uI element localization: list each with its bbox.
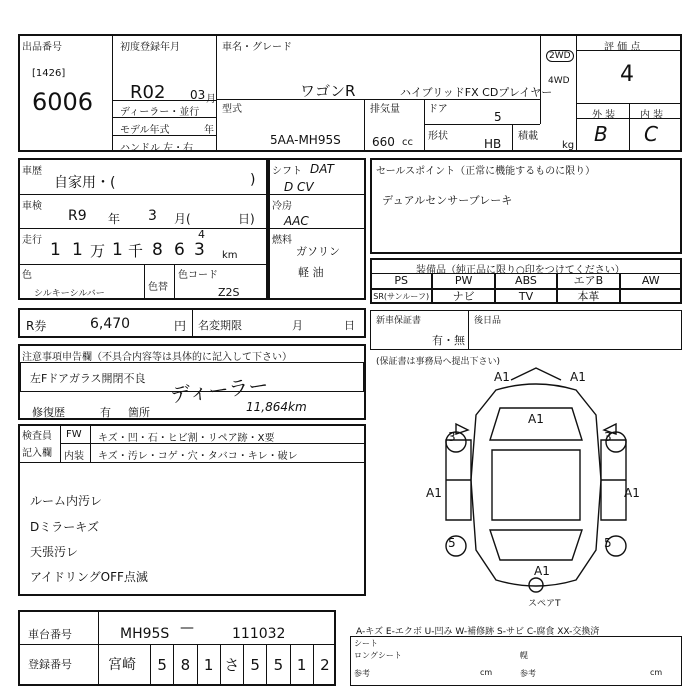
reg-char: さ [220,644,243,686]
recycle-label: R券 [26,319,47,333]
equipment-item: PW [432,273,494,289]
reg-char: 5 [150,644,173,686]
damage-mark: 5 [604,536,612,550]
legend-line1: A-キズ E-エクボ U-凹み W-補修跡 S-サビ C-腐食 XX-交換済 [356,627,600,637]
shape-value: HB [484,137,502,151]
legend-rows [350,636,682,686]
notes-header: 注意事項申告欄（不具合内容等は具体的に記入して下さい） [22,352,292,363]
equipment-item: AW [620,273,682,289]
legend-row-label: 参考 [520,669,536,678]
inspector-label: 検査員記入欄 [22,431,52,459]
damage-mark: 3 [448,430,456,444]
color-label: 色 [22,270,32,281]
shift-sub: D CV [284,180,314,194]
name-change-label: 名変期限 [198,319,242,332]
damage-mark: A1 [426,486,442,500]
inspector-row1-label: FW [66,429,82,440]
legend-unit: cm [480,668,493,677]
record-unit: 箇所 [128,406,150,419]
reg-char: 8 [173,644,196,686]
equipment-item: PS [370,273,432,289]
first-reg-month: 03 [190,88,206,102]
chassis-label: 車台番号 [28,628,72,641]
car-name: ワゴンR [300,82,356,100]
inspection-month-unit: 月( [174,212,191,226]
reg-char: 5 [266,644,289,686]
exterior-label: 外 装 [592,110,616,121]
legend-row-label: 幌 [520,651,528,660]
recycle-value: 6,470 [90,316,131,332]
name-change-day: 日 [344,319,355,332]
damage-mark: A1 [494,370,510,384]
mileage-unit: km [222,250,238,261]
first-reg-month-unit: 月 [206,94,216,105]
later-label: 後日品 [474,316,502,326]
shift-value: DAT [310,162,334,176]
interior-label: 内 装 [640,110,664,121]
mileage-digit: 3 [194,240,205,260]
color-code-value: Z2S [218,286,240,299]
notes-line1: 左Fドアガラス開閉不良 [30,372,146,385]
color-no-label: 色替 [148,282,168,293]
equipment-item: ABS [495,273,557,289]
score-value: 4 [620,62,634,87]
sales-point-text: デュアルセンサーブレーキ [382,194,513,207]
legend-row-label: 参考 [354,669,370,678]
warranty-label: 新車保証書 [376,316,422,326]
type-label: 型式 [222,104,242,115]
spare-label: スペアT [528,599,561,609]
reg-chars [150,644,336,686]
record-label: 修復歴 [32,406,65,419]
mileage-digit: 1 [112,240,123,260]
inspector-note-4: アイドリングOFF点滅 [30,570,148,584]
lot-label: 出品番号 [22,42,62,53]
mileage-small: 4 [198,228,205,241]
sales-point-label: セールスポイント（正常に機能するものに限り） [376,166,596,177]
drive-2wd: 2WD [546,50,574,62]
inspector-note-2: Dミラーキズ [30,520,100,534]
inspector-note-3: 天張汚レ [30,545,79,559]
mileage-note: 11,864km [246,400,307,414]
equipment-item [620,289,682,305]
dealer-stamp: ディーラー [169,372,270,408]
type-value: 5AA-MH95S [270,133,341,147]
model-year-label: モデル年式 [120,125,170,136]
reg-char: 5 [243,644,266,686]
damage-mark: A1 [534,564,550,578]
mileage-digit: 千 [128,242,144,260]
fuel-label: 燃料 [272,235,292,246]
ac-value: AAC [284,214,309,228]
history-close: ) [250,172,256,188]
lot-number: 6006 [32,88,94,116]
inspector-row2-label: 内装 [64,451,84,462]
mileage-label: 走行 [22,235,42,246]
damage-mark: A1 [570,370,586,384]
legend-row-label: シート [354,639,378,648]
inspector-row2-items: キズ・汚レ・コゲ・穴・タバコ・キレ・破レ [98,451,298,462]
chassis-prefix: MH95S [120,626,170,642]
inspection-month: 3 [148,208,157,224]
color-value: シルキーシルバー [34,289,105,299]
color-code-label: 色コード [178,270,218,281]
fuel-value: ガソリン [296,245,340,258]
equipment-item: エアB [557,273,619,289]
damage-mark: A1 [624,486,640,500]
inspection-day-unit: 日) [238,212,255,226]
equipment-label: 装備品（純正品に限り○印をつけてください） [416,265,625,276]
chassis-number: 111032 [232,626,286,642]
diagram-marks [396,360,676,610]
lot-code: [1426] [32,68,66,79]
mileage-digit: 6 [174,240,185,260]
inspection-era: R9 [68,208,87,224]
history-value: 自家用・( [54,175,116,191]
interior-value: C [644,122,658,146]
equipment-item: 本革 [557,289,619,305]
load-unit: kg [562,140,575,151]
model-year-unit: 年 [204,125,214,136]
reg-char: 2 [313,644,336,686]
damage-mark: A1 [528,412,544,426]
exterior-value: B [594,122,608,146]
dealer-label: ディーラー・並行 [120,107,200,118]
first-reg-year: R02 [130,82,166,103]
handle-label: ハンドル 左・右 [120,143,194,154]
shape-label: 形状 [428,131,448,142]
ac-label: 冷房 [272,201,292,212]
recycle-unit: 円 [174,319,187,333]
reg-region: 宮崎 [108,657,136,673]
inspector-row1-items: キズ・凹・石・ヒビ割・リペア跡・X要 [98,433,275,444]
chassis-dash: — [180,620,194,636]
displacement-label: 排気量 [370,104,400,115]
legend-row-label: ロングシート [354,651,402,660]
equipment-item: SR(サンルーフ) [370,289,432,305]
inspection-year-unit: 年 [108,212,121,226]
history-label: 車歴 [22,166,42,177]
displacement-value: 660 [372,135,395,149]
equipment-item: ナビ [432,289,494,305]
score-label: 評 価 点 [604,42,641,53]
inspection-label: 車検 [22,201,42,212]
shift-label: シフト [272,166,302,177]
damage-mark: 3 [604,430,612,444]
displacement-unit: cc [402,137,413,148]
mileage-digits [46,240,216,262]
damage-mark: 5 [448,536,456,550]
inspector-note-1: ルーム内汚レ [30,494,103,508]
equipment-grid [370,273,682,304]
load-label: 積載 [518,131,538,142]
mileage-digit: 万 [90,242,106,260]
drive-4wd: 4WD [548,76,570,86]
mileage-digit: 1 [50,240,61,260]
record-value: 有 [100,406,111,419]
car-name-label: 車名・グレード [222,42,292,53]
equipment-item: TV [495,289,557,305]
reg-char: 1 [197,644,220,686]
mileage-digit: 8 [152,240,163,260]
first-reg-label: 初度登録年月 [120,42,180,53]
reg-char: 1 [290,644,313,686]
legend-unit: cm [650,668,663,677]
fuel-alt: 軽 油 [298,266,324,279]
name-change-month: 月 [292,319,303,332]
doors-value: 5 [494,110,502,124]
mileage-digit: 1 [72,240,83,260]
doors-label: ドア [428,104,448,115]
warranty-note: (保証書は事務局へ提出下さい) [376,357,501,367]
reg-label: 登録番号 [28,658,72,671]
grade: ハイブリッドFX CDプレイヤー [400,86,553,99]
warranty-value: 有・無 [432,334,465,347]
